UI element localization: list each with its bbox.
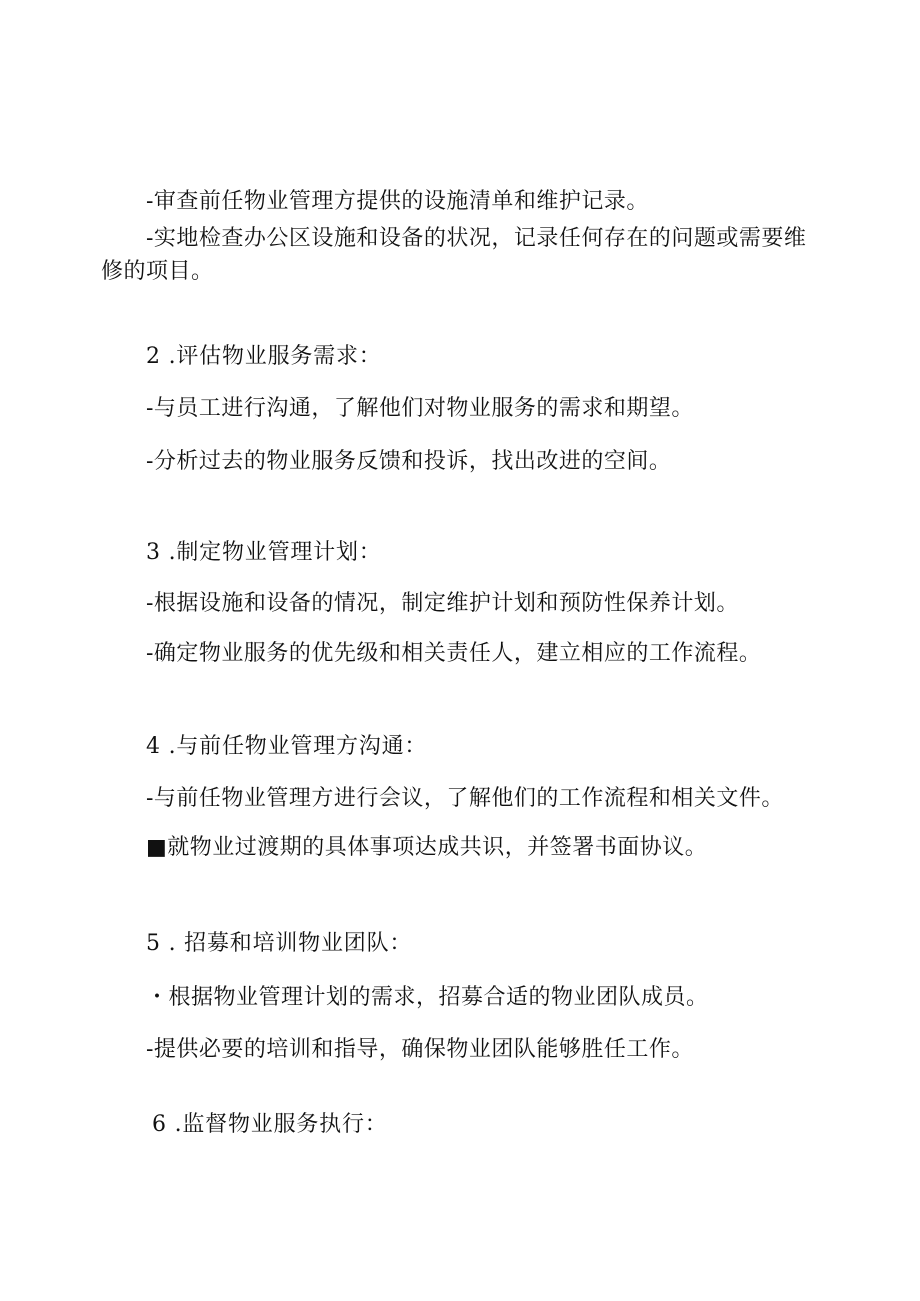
section-5-item-1: ・根据物业管理计划的需求，招募合适的物业团队成员。 xyxy=(146,985,709,1010)
section-4-item-2: ■就物业过渡期的具体事项达成共识，并签署书面协议。 xyxy=(146,835,708,860)
section-2-item-2: -分析过去的物业服务反馈和投诉，找出改进的空间。 xyxy=(146,449,672,474)
section-3-item-2: -确定物业服务的优先级和相关责任人，建立相应的工作流程。 xyxy=(146,641,762,666)
section-2-item-1: -与员工进行沟通，了解他们对物业服务的需求和期望。 xyxy=(146,396,694,421)
section-4-item-1: -与前任物业管理方进行会议，了解他们的工作流程和相关文件。 xyxy=(146,786,784,811)
section-3-heading: 3 .制定物业管理计划： xyxy=(146,540,382,565)
section-3-item-1: -根据设施和设备的情况，制定维护计划和预防性保养计划。 xyxy=(146,591,739,616)
intro-line-2: -实地检查办公区设施和设备的状况，记录任何存在的问题或需要维修的项目。 xyxy=(101,226,807,284)
section-4-heading: 4 .与前任物业管理方沟通： xyxy=(146,734,428,759)
section-5-item-2: -提供必要的培训和指导，确保物业团队能够胜任工作。 xyxy=(146,1037,694,1062)
section-5-heading: 5 . 招募和培训物业团队： xyxy=(146,931,413,956)
section-6-heading: 6 .监督物业服务执行： xyxy=(152,1112,388,1137)
section-2-heading: 2 .评估物业服务需求： xyxy=(146,344,382,369)
intro-line-1: -审查前任物业管理方提供的设施清单和维护记录。 xyxy=(146,189,649,214)
